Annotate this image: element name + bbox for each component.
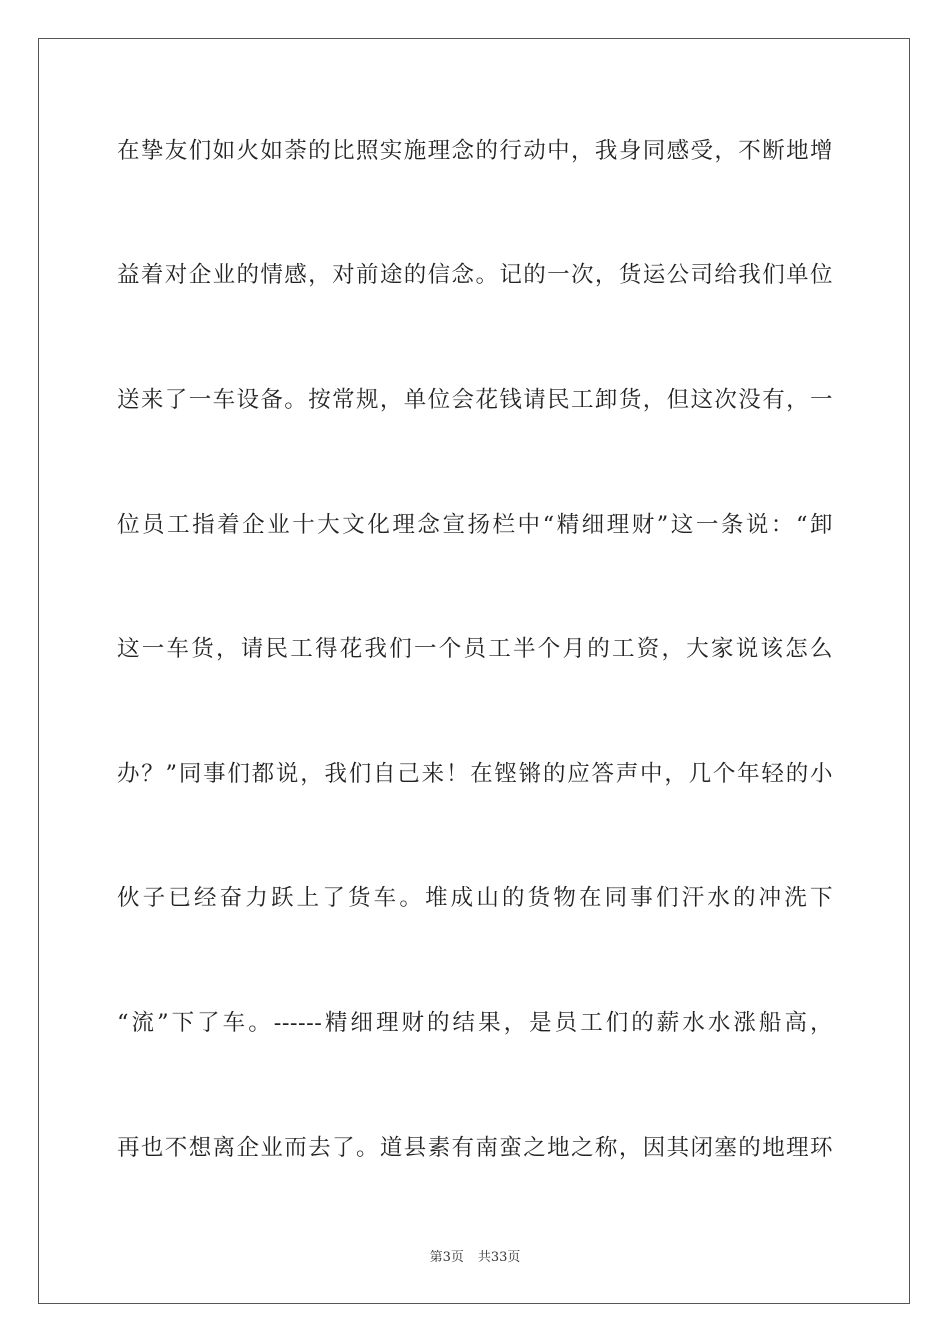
total-page-count: 共33页 [477, 1250, 521, 1265]
text-line: 这一车货，请民工得花我们一个员工半个月的工资，大家说该怎么 [117, 636, 833, 662]
text-line: 再也不想离企业而去了。道县素有南蛮之地之称，因其闭塞的地理环 [117, 1135, 833, 1161]
page-footer [0, 1246, 950, 1265]
page-border [38, 38, 910, 1304]
text-line: “流”下了车。------精细理财的结果，是员工们的薪水水涨船高， [117, 1010, 833, 1036]
current-page-number: 第3页 [429, 1250, 464, 1265]
text-line: 送来了一车设备。按常规，单位会花钱请民工卸货，但这次没有，一 [117, 387, 833, 413]
text-line: 伙子已经奋力跃上了货车。堆成山的货物在同事们汗水的冲洗下 [117, 885, 833, 911]
text-line: 在挚友们如火如荼的比照实施理念的行动中，我身同感受，不断地增 [117, 138, 833, 164]
text-line: 益着对企业的情感，对前途的信念。记的一次，货运公司给我们单位 [117, 262, 833, 288]
text-line: 位员工指着企业十大文化理念宣扬栏中“精细理财”这一条说：“卸 [117, 512, 833, 538]
text-line: 办？”同事们都说，我们自己来！在铿锵的应答声中，几个年轻的小 [117, 761, 833, 787]
